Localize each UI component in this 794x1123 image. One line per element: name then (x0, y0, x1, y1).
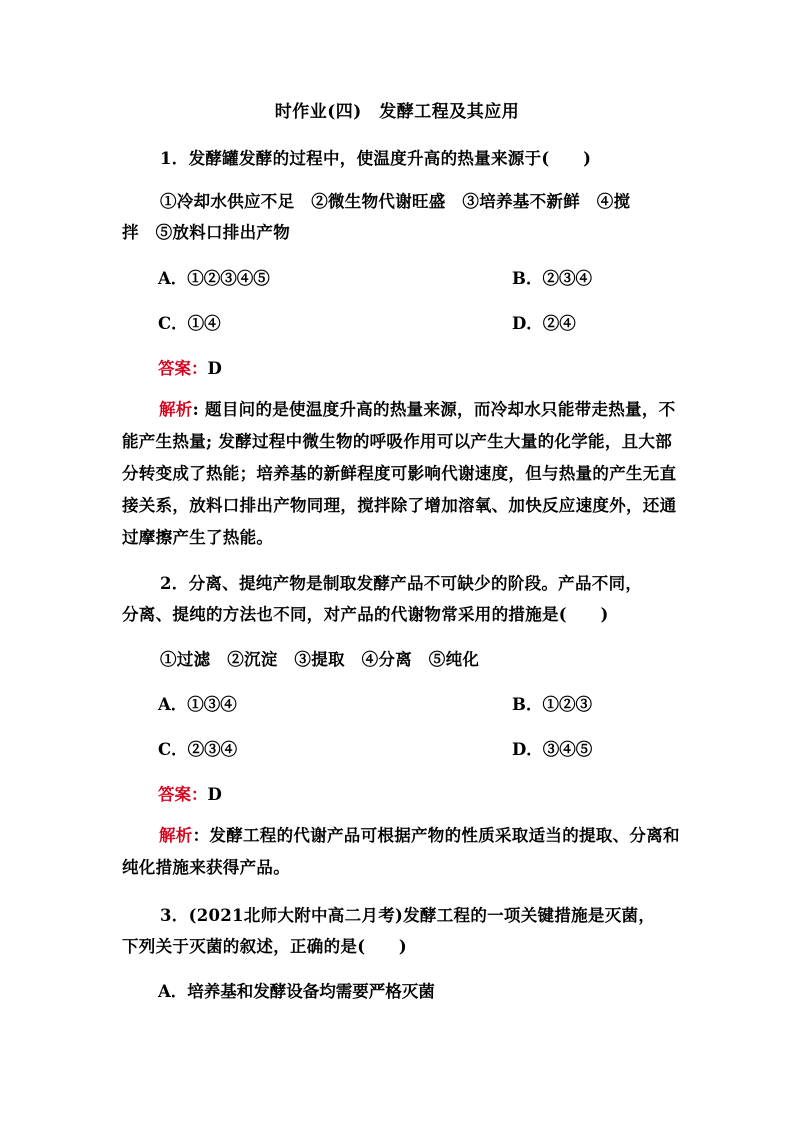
q1-analysis-text: : 题目问的是使温度升高的热量来源，而冷却水只能带走热量，不能产生热量; 发酵过程中微生物的呼吸作用可以产生大量的化学能，且大部分转变成了热能；培养基的新鲜程度可影响代谢速度，但与热量的产生无直接关系，放料口排出产物同理，搅拌除了增加溶氧、加快反应速度外，还通过摩擦产生了热能。 (122, 400, 677, 547)
q3-option-a: A．培养基和发酵设备均需要严格灭菌 (158, 982, 435, 1001)
q2-answer-label: 答案： (158, 785, 208, 804)
q2-option-b: B．①②③ (512, 695, 592, 714)
q1-answer (158, 355, 222, 379)
q1-option-c: C．①④ (158, 314, 221, 333)
q2-items: ①过滤 ②沉淀 ③提取 ④分离 ⑤纯化 (160, 650, 480, 669)
q2-analysis-text: ：发酵工程的代谢产品可根据产物的性质采取适当的提取、分离和纯化措施来获得产品。 (122, 826, 680, 877)
q2-answer-value: D (207, 785, 222, 804)
q1-analysis-label: 解析 (159, 400, 193, 419)
q1-stem: 1．发酵罐发酵的过程中，使温度升高的热量来源于( ) (160, 149, 592, 168)
q1-analysis (122, 394, 682, 554)
q1-items-line1: ①冷却水供应不足 ②微生物代谢旺盛 ③培养基不新鲜 ④搅 (160, 192, 631, 211)
q2-analysis (122, 820, 682, 884)
q1-answer-label: 答案： (158, 359, 208, 378)
q1-option-d: D．②④ (512, 314, 576, 333)
q2-option-d: D．③④⑤ (512, 740, 593, 759)
q2-stem-line2: 分离、提纯的方法也不同，对产品的代谢物常采用的措施是( ) (122, 605, 609, 624)
q2-option-c: C．②③④ (158, 740, 238, 759)
page-title: 时作业(四) 发酵工程及其应用 (274, 102, 520, 122)
q3-stem-line2: 下列关于灭菌的叙述，正确的是( ) (122, 937, 408, 956)
q1-answer-value: D (207, 359, 222, 378)
q1-option-a: A．①②③④⑤ (158, 269, 270, 288)
q3-stem-line1: 3．(2021北师大附中高二月考)发酵工程的一项关键措施是灭菌， (160, 906, 656, 925)
q2-analysis-label: 解析 (159, 826, 193, 845)
q2-option-a: A．①③④ (158, 695, 237, 714)
q1-items-line2: 拌 ⑤放料口排出产物 (122, 223, 290, 242)
q2-stem-line1: 2．分离、提纯产物是制取发酵产品不可缺少的阶段。产品不同， (160, 574, 643, 593)
q2-answer (158, 781, 222, 805)
q1-option-b: B．②③④ (512, 269, 592, 288)
